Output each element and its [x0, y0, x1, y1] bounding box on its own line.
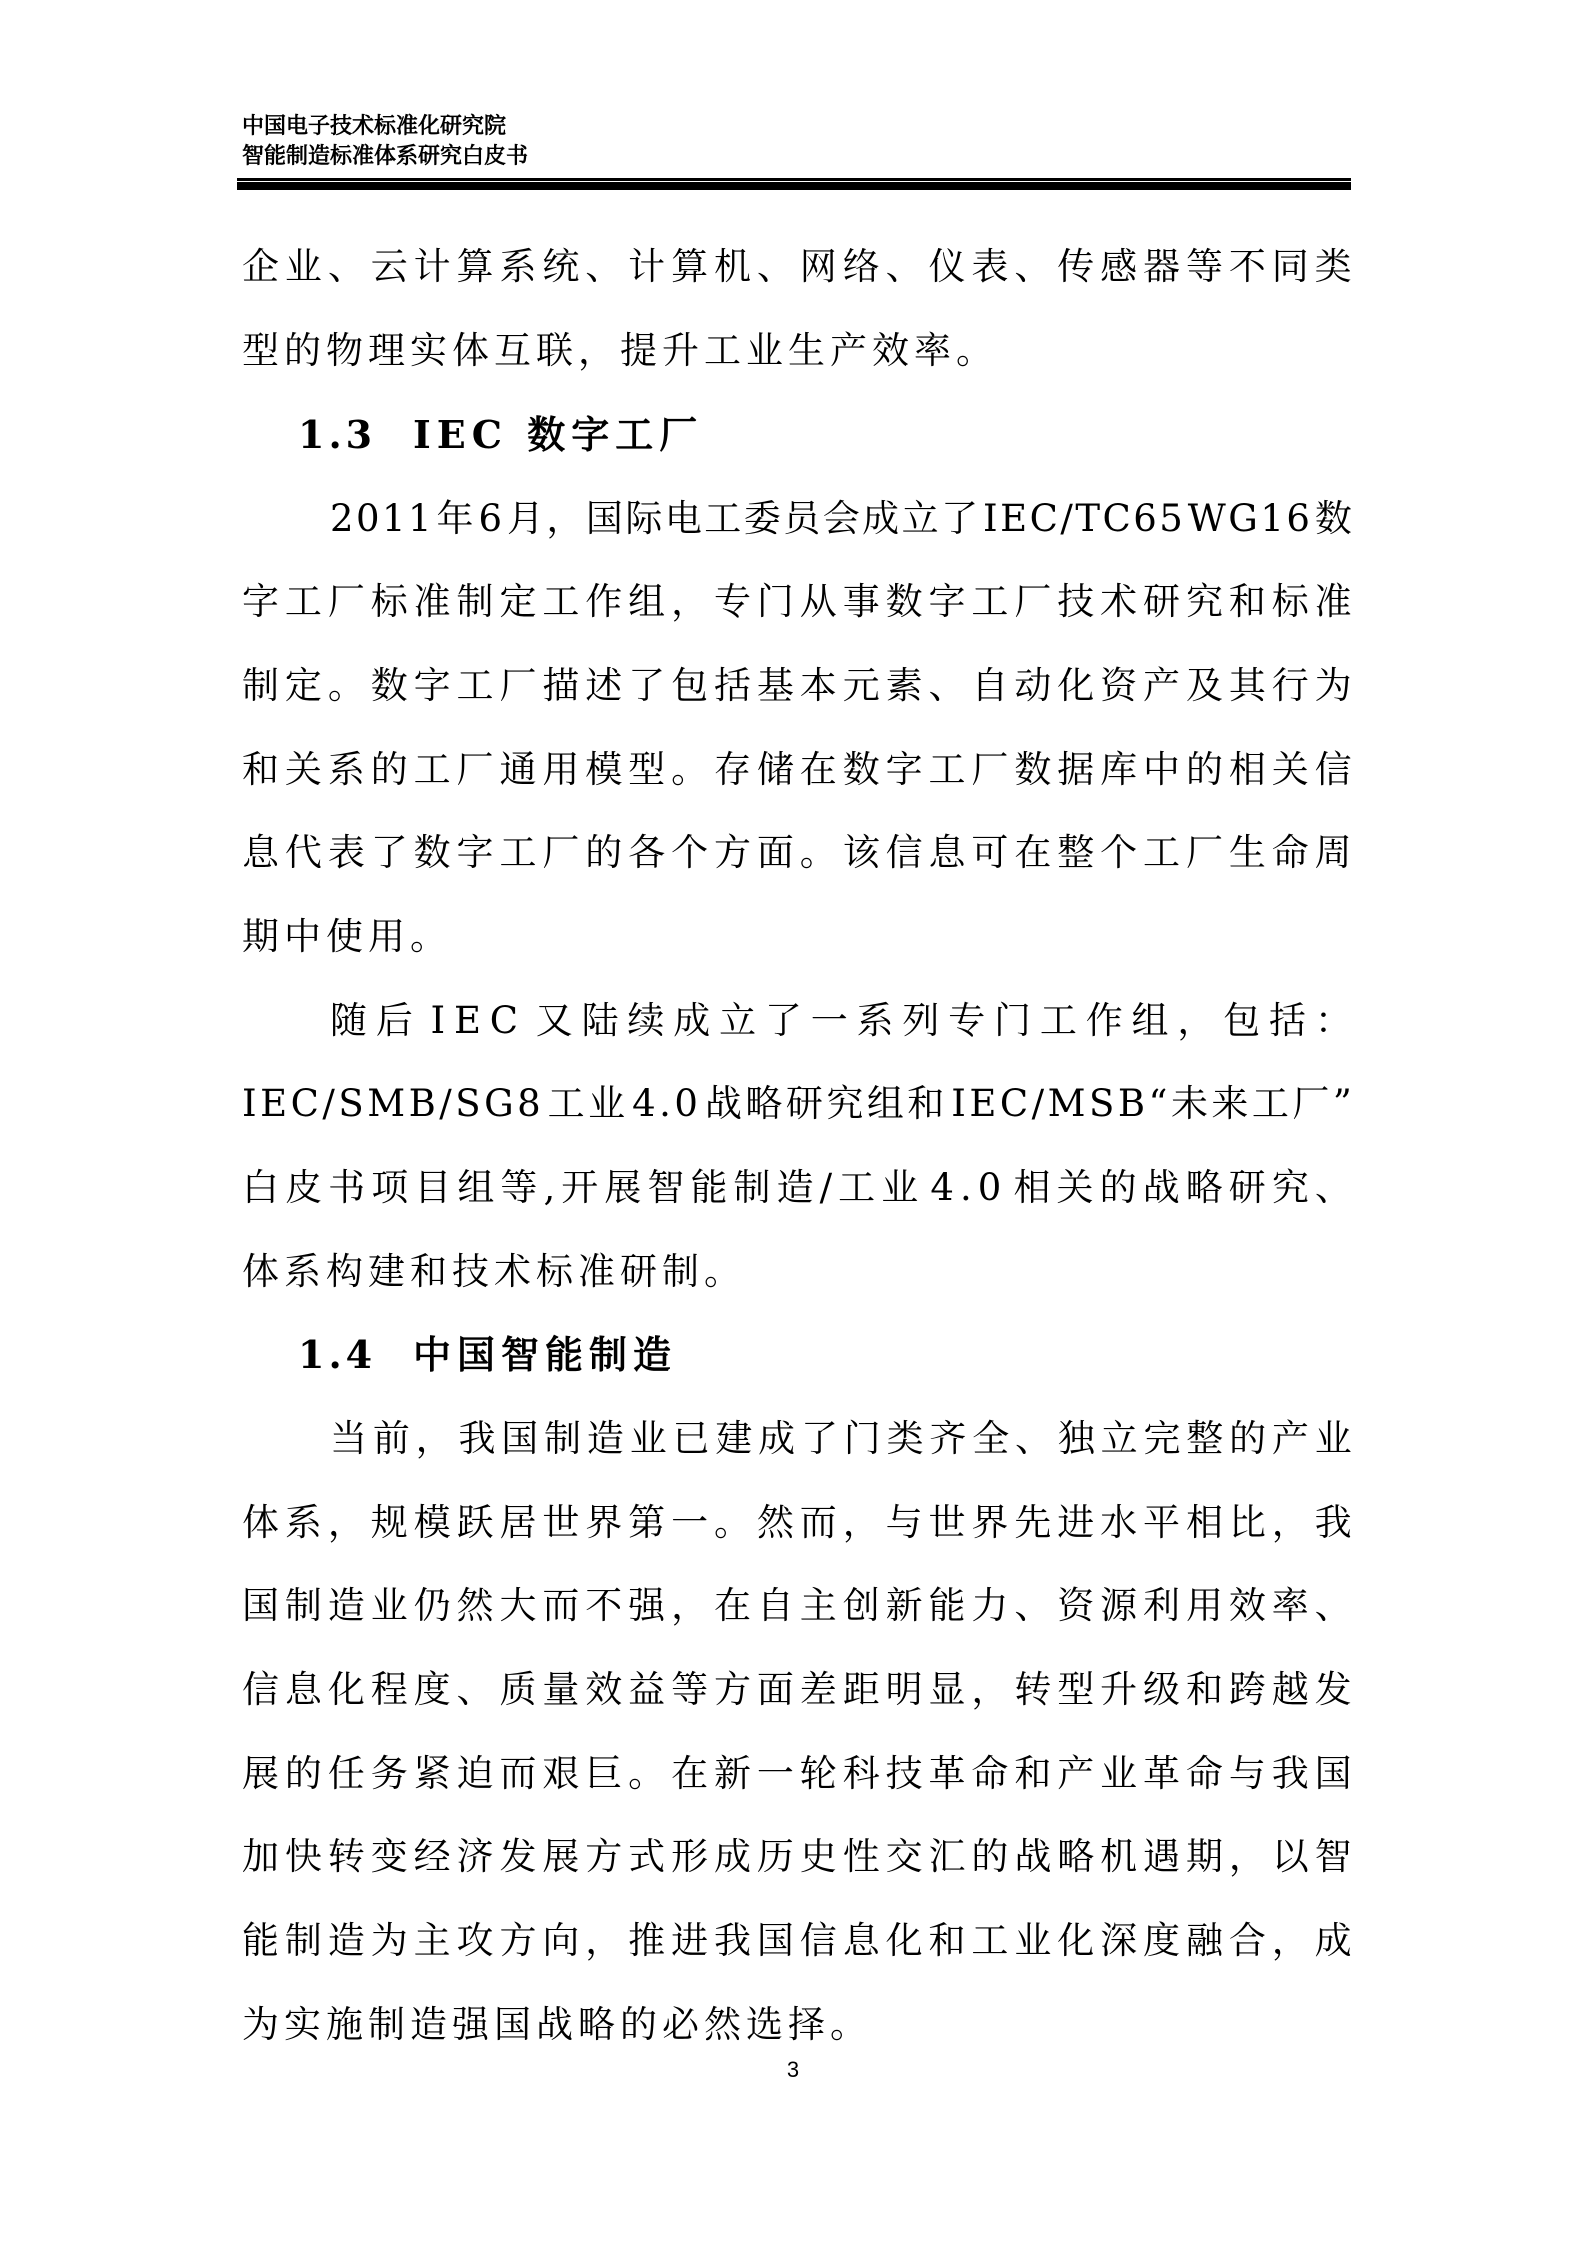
- body-line: I E C / S M B / S G 8 工 业 4 . 0 战 略 研 究 组 和 I E C / M S B “ 未 来 工 厂 ”: [242, 1082, 1352, 1125]
- body-line: 企 业 、 云 计 算 系 统 、 计 算 机 、 网 络 、 仪 表 、 传 感 器 等 不 同 类: [242, 245, 1352, 288]
- body-line: 息 代 表 了 数 字 工 厂 的 各 个 方 面 。 该 信 息 可 在 整 个 工 厂 生 命 周: [242, 831, 1352, 874]
- running-header: [242, 112, 942, 172]
- body-line: 体 系 ， 规 模 跃 居 世 界 第 一 。 然 而 ， 与 世 界 先 进 水 平 相 比 ， 我: [242, 1501, 1352, 1544]
- body-line: 加 快 转 变 经 济 发 展 方 式 形 成 历 史 性 交 汇 的 战 略 机 遇 期 ， 以 智: [242, 1835, 1352, 1878]
- header-rule-thick: [237, 182, 1351, 190]
- body-line: 期中使用。: [242, 915, 452, 958]
- body-line: 体系构建和技术标准研制。: [242, 1250, 746, 1293]
- section-number: 1.4: [298, 1332, 377, 1377]
- section-number: 1.3: [298, 412, 377, 457]
- body-line: 和 关 系 的 工 厂 通 用 模 型 。 存 储 在 数 字 工 厂 数 据 库 中 的 相 关 信: [242, 748, 1352, 791]
- body-line: 白 皮 书 项 目 组 等 , 开 展 智 能 制 造 / 工 业 4 . 0 相 关 的 战 略 研 究 、: [242, 1166, 1352, 1209]
- body-line: 随 后 I E C 又 陆 续 成 立 了 一 系 列 专 门 工 作 组 ， 包 括 ：: [330, 999, 1352, 1042]
- body-line: 能 制 造 为 主 攻 方 向 ， 推 进 我 国 信 息 化 和 工 业 化 深 度 融 合 ， 成: [242, 1919, 1352, 1962]
- section-title: 中国智能制造: [413, 1332, 678, 1377]
- header-rule-thin: [237, 178, 1351, 181]
- section-heading-1-3: [298, 405, 703, 465]
- body-line: 字 工 厂 标 准 制 定 工 作 组 ， 专 门 从 事 数 字 工 厂 技 术 研 究 和 标 准: [242, 580, 1352, 623]
- section-heading-1-4: [298, 1325, 677, 1385]
- body-line: 当 前 ， 我 国 制 造 业 已 建 成 了 门 类 齐 全 、 独 立 完 整 的 产 业: [330, 1417, 1352, 1460]
- body-line: 国 制 造 业 仍 然 大 而 不 强 ， 在 自 主 创 新 能 力 、 资 源 利 用 效 率 、: [242, 1584, 1352, 1627]
- page-number: 3: [786, 2057, 800, 2082]
- body-line: 信 息 化 程 度 、 质 量 效 益 等 方 面 差 距 明 显 ， 转 型 升 级 和 跨 越 发: [242, 1668, 1352, 1711]
- header-institute: 中国电子技术标准化研究院: [242, 114, 507, 139]
- body-line: 展 的 任 务 紧 迫 而 艰 巨 。 在 新 一 轮 科 技 革 命 和 产 业 革 命 与 我 国: [242, 1752, 1352, 1795]
- body-line: 型的物理实体互联，提升工业生产效率。: [242, 329, 998, 372]
- body-line: 2 0 1 1 年 6 月 ， 国 际 电 工 委 员 会 成 立 了 I E C / T C 6 5 W G 1 6 数: [330, 497, 1352, 540]
- header-document-title: 智能制造标准体系研究白皮书: [242, 144, 529, 169]
- body-line: 为实施制造强国战略的必然选择。: [242, 2003, 872, 2046]
- body-line: 制 定 。 数 字 工 厂 描 述 了 包 括 基 本 元 素 、 自 动 化 资 产 及 其 行 为: [242, 664, 1352, 707]
- section-title: IEC 数字工厂: [413, 412, 704, 457]
